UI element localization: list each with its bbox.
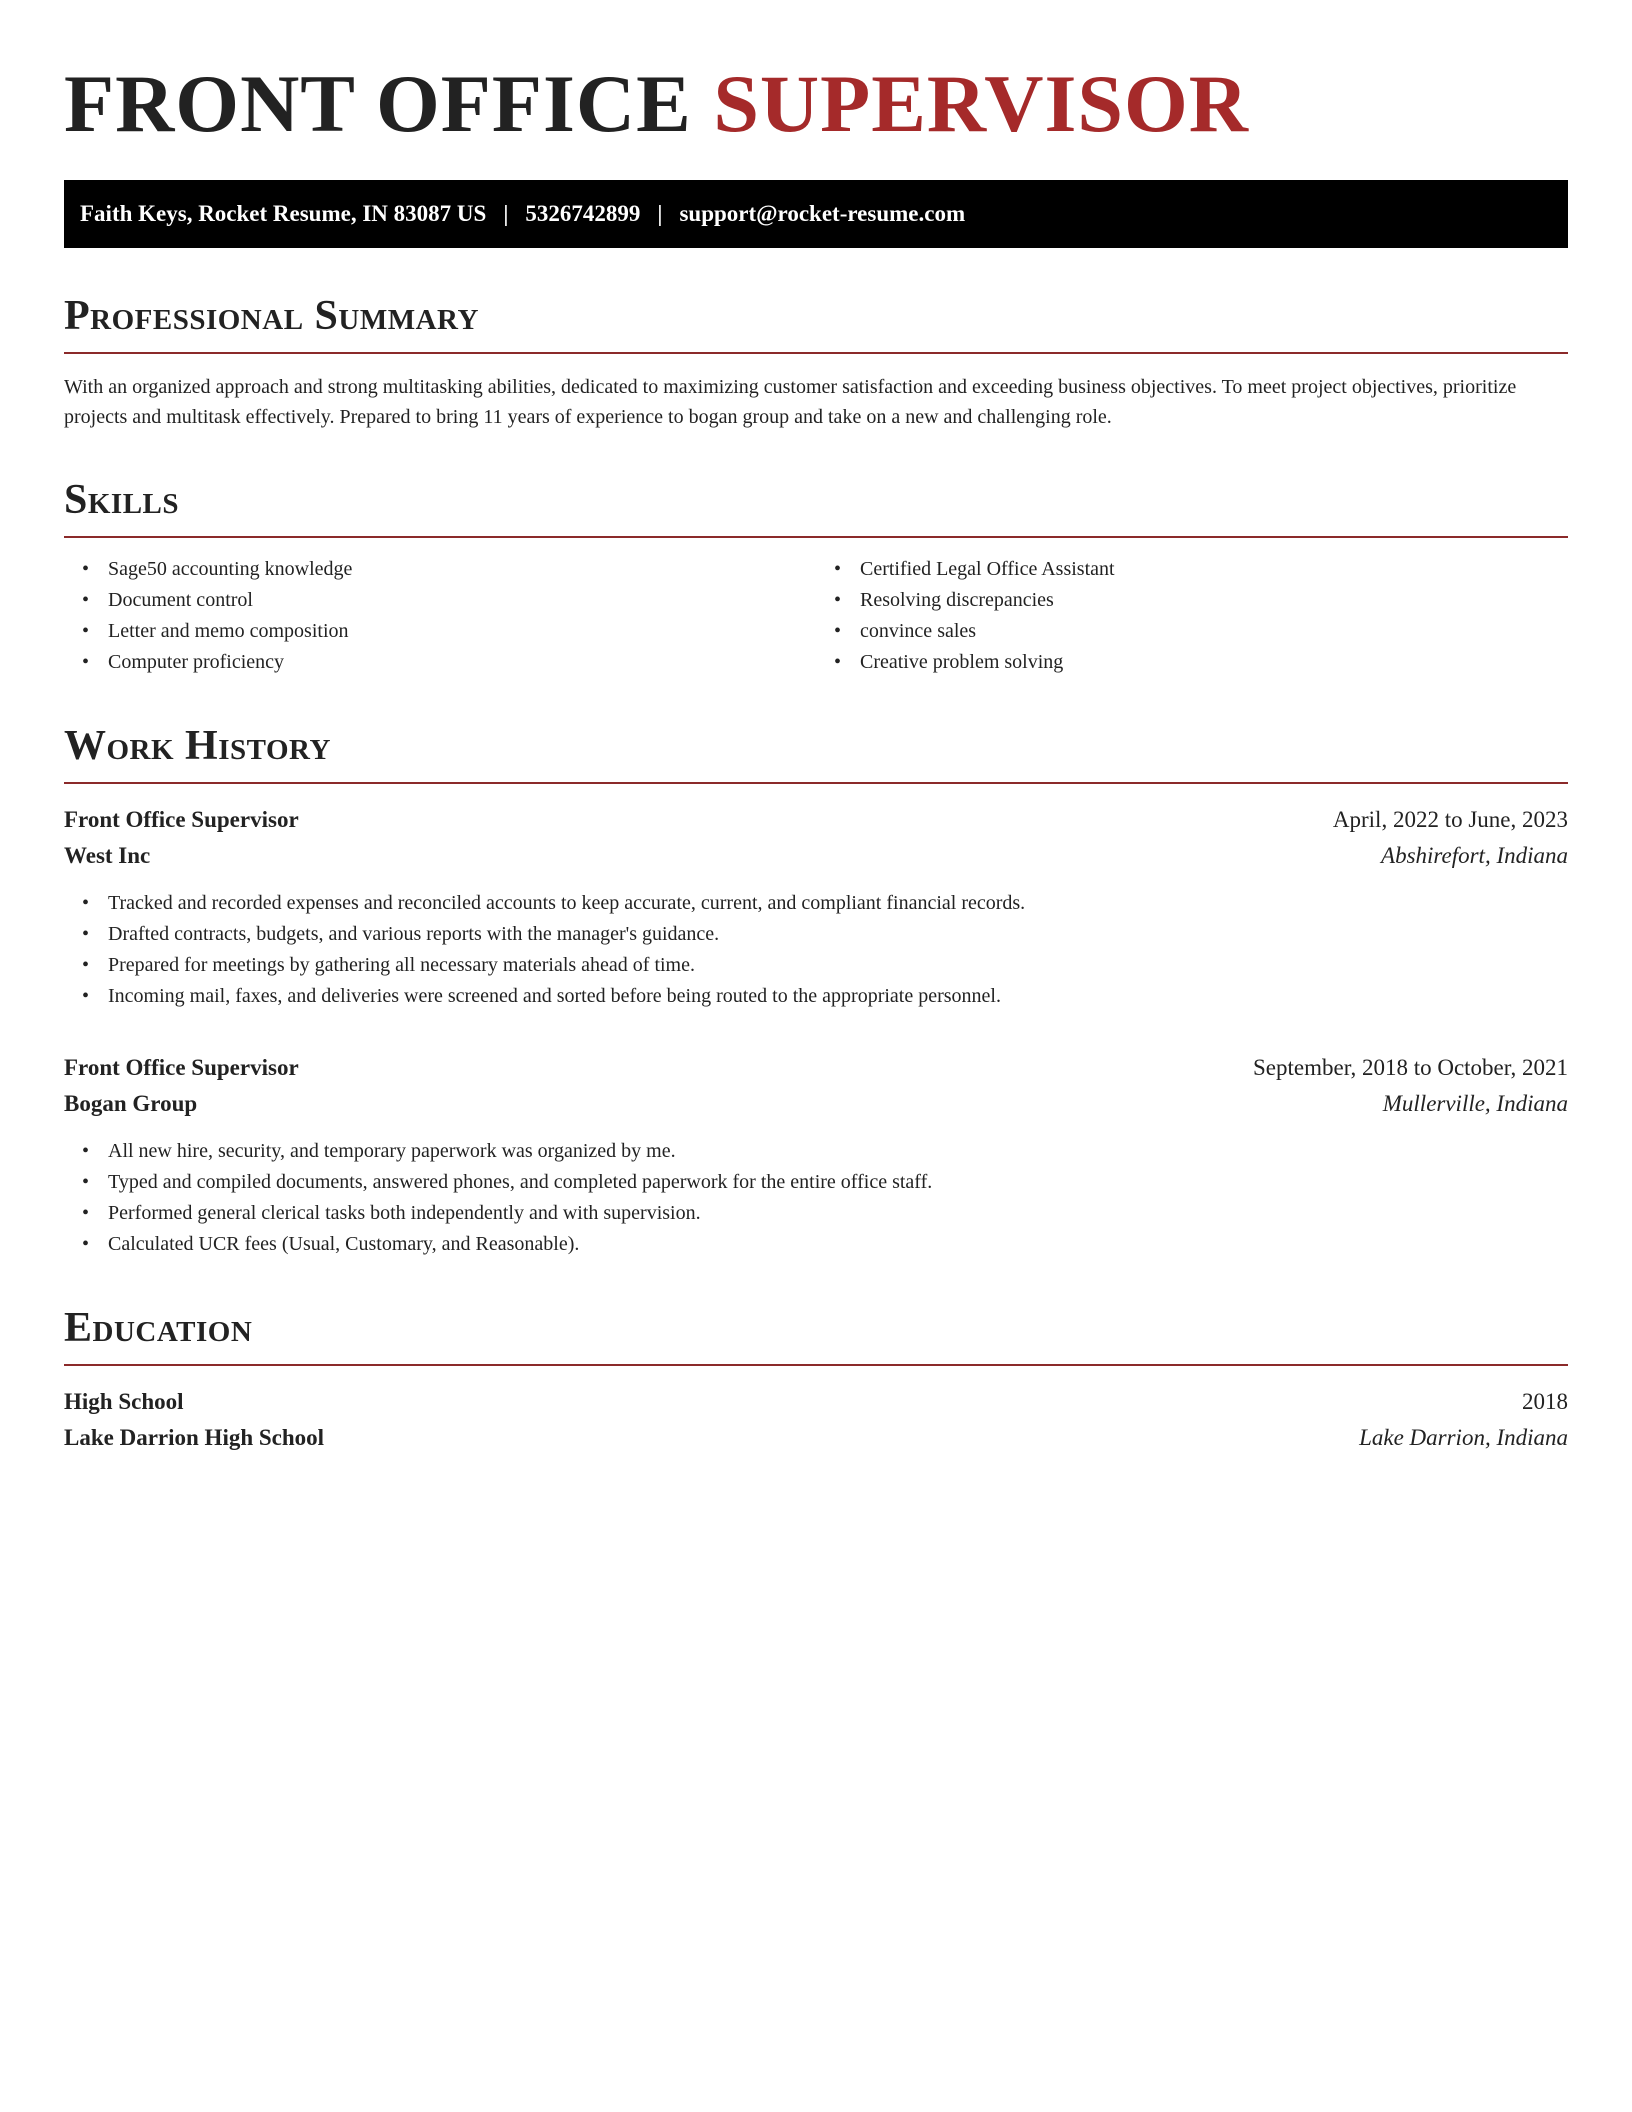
bullet-icon: • <box>82 892 90 914</box>
education-degree: High School <box>64 1389 184 1414</box>
job-company: West Inc <box>64 843 151 868</box>
bullet-icon: • <box>82 923 90 945</box>
contact-bar <box>64 180 1568 248</box>
job-header-row <box>64 802 1568 838</box>
bullet-icon: • <box>82 558 90 580</box>
job-location: Abshirefort, Indiana <box>1381 843 1568 868</box>
section-heading-skills: Skills <box>64 476 1568 538</box>
skill-item: • Certified Legal Office Assistant <box>816 554 1568 585</box>
job-duty: • Calculated UCR fees (Usual, Customary, and Reasonable). <box>64 1229 1568 1260</box>
bullet-icon: • <box>834 589 842 611</box>
job-dates: April, 2022 to June, 2023 <box>1332 807 1568 832</box>
bullet-icon: • <box>834 620 842 642</box>
professional-summary-section <box>64 292 1568 432</box>
job-company-row <box>64 1086 1568 1122</box>
bullet-icon: • <box>82 1233 90 1255</box>
job-duties-list <box>64 1136 1568 1260</box>
skills-list-right <box>816 554 1568 678</box>
job-duty: • Prepared for meetings by gathering all necessary materials ahead of time. <box>64 950 1568 981</box>
work-history-section <box>64 722 1568 1260</box>
education-school-row <box>64 1420 1568 1456</box>
education-entry <box>64 1384 1568 1456</box>
bullet-icon: • <box>834 558 842 580</box>
job-duty: • All new hire, security, and temporary paperwork was organized by me. <box>64 1136 1568 1167</box>
bullet-icon: • <box>82 1202 90 1224</box>
bullet-icon: • <box>82 651 90 673</box>
education-school: Lake Darrion High School <box>64 1425 325 1450</box>
section-heading-work-history: Work History <box>64 722 1568 784</box>
bullet-icon: • <box>834 651 842 673</box>
skills-columns <box>64 554 1568 678</box>
education-degree-row <box>64 1384 1568 1420</box>
job-duty: • Drafted contracts, budgets, and various reports with the manager's guidance. <box>64 919 1568 950</box>
job-entry <box>64 802 1568 1012</box>
job-dates: September, 2018 to October, 2021 <box>1253 1055 1568 1080</box>
skill-item: • Document control <box>64 585 816 616</box>
summary-text: With an organized approach and strong multitasking abilities, dedicated to maximizing customer satisfaction and exceeding business objectives. To meet project objectives, prioritize projects and multitask effectively. Prepared to bring 11 years of experience to bogan group and take on a new and challenging role. <box>64 376 1517 428</box>
job-company: Bogan Group <box>64 1091 198 1116</box>
job-duties-list <box>64 888 1568 1012</box>
skill-item: • Computer proficiency <box>64 647 816 678</box>
job-title: Front Office Supervisor <box>64 1055 299 1080</box>
education-section <box>64 1304 1568 1456</box>
job-duty: • Incoming mail, faxes, and deliveries were screened and sorted before being routed to the appropriate personnel. <box>64 981 1568 1012</box>
skill-item: • Letter and memo composition <box>64 616 816 647</box>
skill-item: • convince sales <box>816 616 1568 647</box>
title-job-part2: SUPERVISOR <box>713 58 1249 149</box>
bullet-icon: • <box>82 620 90 642</box>
bullet-icon: • <box>82 589 90 611</box>
contact-address: Faith Keys, Rocket Resume, IN 83087 US <box>80 201 487 226</box>
job-entry <box>64 1050 1568 1260</box>
skills-section <box>64 476 1568 678</box>
bullet-icon: • <box>82 1171 90 1193</box>
contact-email: support@rocket-resume.com <box>679 201 966 226</box>
section-heading-education: Education <box>64 1304 1568 1366</box>
job-duty: • Tracked and recorded expenses and reconciled accounts to keep accurate, current, and compliant financial records. <box>64 888 1568 919</box>
section-heading-summary: Professional Summary <box>64 292 1568 354</box>
bullet-icon: • <box>82 985 90 1007</box>
title-job-part1: FRONT OFFICE <box>64 58 692 149</box>
job-duty: • Performed general clerical tasks both independently and with supervision. <box>64 1198 1568 1229</box>
contact-phone: 5326742899 <box>525 201 641 226</box>
job-header-row <box>64 1050 1568 1086</box>
bullet-icon: • <box>82 954 90 976</box>
skill-item: • Creative problem solving <box>816 647 1568 678</box>
skill-item: • Sage50 accounting knowledge <box>64 554 816 585</box>
skills-list-left <box>64 554 816 678</box>
education-year: 2018 <box>1522 1389 1568 1414</box>
contact-separator: | <box>657 201 663 226</box>
skill-item: • Resolving discrepancies <box>816 585 1568 616</box>
contact-separator: | <box>503 201 509 226</box>
bullet-icon: • <box>82 1140 90 1162</box>
job-company-row <box>64 838 1568 874</box>
education-location: Lake Darrion, Indiana <box>1359 1425 1568 1450</box>
job-duty: • Typed and compiled documents, answered phones, and completed paperwork for the entire office staff. <box>64 1167 1568 1198</box>
resume-title <box>64 0 1568 152</box>
job-title: Front Office Supervisor <box>64 807 299 832</box>
job-location: Mullerville, Indiana <box>1382 1091 1568 1116</box>
